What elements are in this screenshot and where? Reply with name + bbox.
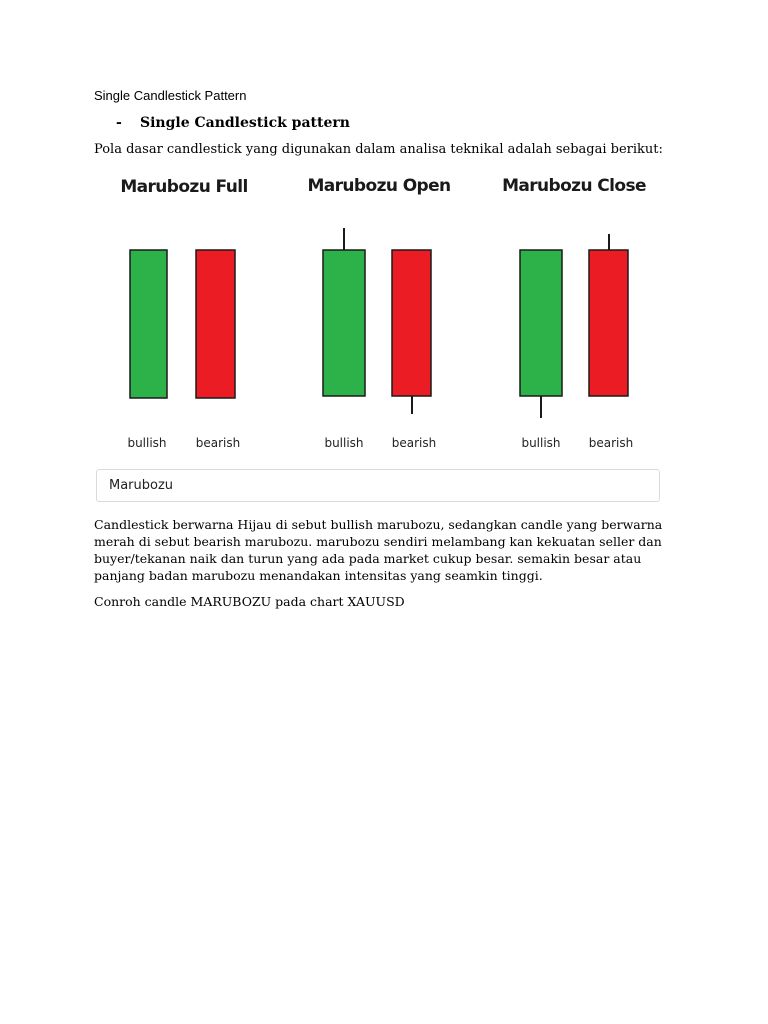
group-title-close: Marubozu Close [502,176,646,196]
label-full-bullish: bullish [127,436,167,450]
bullet-marker: - [116,115,122,131]
candle-open-bullish [323,250,365,396]
bullet-heading [116,115,350,131]
candle-full-bearish [196,250,235,398]
group-title-full: Marubozu Full [120,177,248,197]
candle-close-bearish [589,250,628,396]
candle-open-bearish [392,250,431,396]
figure-caption: Marubozu [109,478,174,493]
label-close-bearish: bearish [588,436,634,450]
marubozu-figure [96,168,662,504]
label-open-bearish: bearish [391,436,437,450]
body-paragraph: Candlestick berwarna Hijau di sebut bullish marubozu, sedangkan candle yang berwarna merah di sebut bearish marubozu. marubozu sendiri melambang kan kekuatan seller dan buyer/tekanan naik dan turun yang ada pada market cukup besar. semakin besar atau panjang badan marubozu menandakan intensitas yang seamkin tinggi. [94,517,663,583]
candle-close-bullish [520,250,562,396]
label-close-bullish: bullish [521,436,561,450]
candle-full-bullish [130,250,167,398]
label-open-bullish: bullish [324,436,364,450]
label-full-bearish: bearish [195,436,241,450]
intro-paragraph: Pola dasar candlestick yang digunakan dalam analisa teknikal adalah sebagai berikut: [94,142,663,157]
figure-caption-box [96,469,660,502]
page-title: Single Candlestick Pattern [94,88,247,103]
group-title-open: Marubozu Open [307,176,451,196]
example-line: Conroh candle MARUBOZU pada chart XAUUSD [94,594,405,609]
marubozu-diagram [96,168,662,468]
bullet-heading-text: Single Candlestick pattern [140,115,350,131]
